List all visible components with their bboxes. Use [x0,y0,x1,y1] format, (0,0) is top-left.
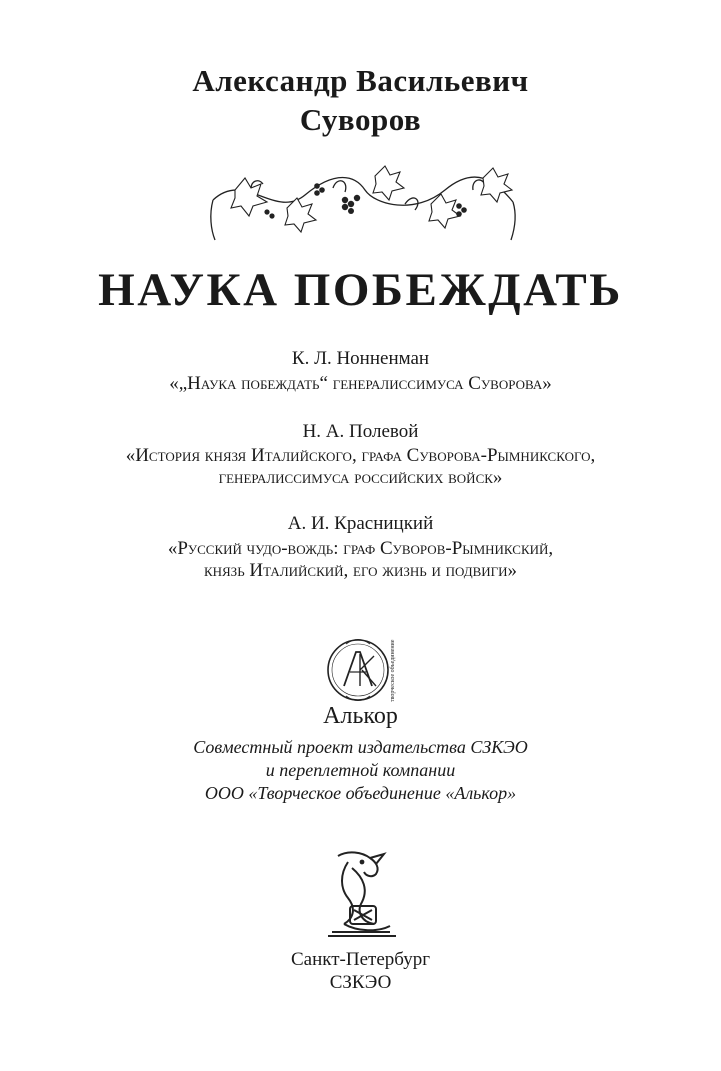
book-title: НАУКА ПОБЕЖДАТЬ [98,264,623,316]
work-1-author: К. Л. Нонненман [291,348,430,369]
imprint-city: Санкт-Петербург [290,949,430,970]
work-2-title-line-1: «История князя Италийского, графа Суворова-Рымникского, [125,445,596,466]
work-3-title-line-1: «Русский чудо-вождь: граф Суворов-Рымникский, [167,538,554,559]
project-line-1: Совместный проект издательства СЗКЭО [193,737,528,757]
alkor-name: Алькор [323,703,398,729]
dragon-mark [318,848,404,940]
imprint-publisher: СЗКЭО [329,972,392,993]
work-2-title-line-2: генералиссимуса российских войск» [218,467,503,488]
grapevine-ornament [205,160,520,242]
work-1-title: «„Наука побеждать“ генералиссимуса Суворова» [169,373,552,394]
work-2-author: Н. А. Полевой [302,421,419,442]
project-line-2: и переплетной компании [265,760,456,780]
work-3-author: А. И. Красницкий [287,513,434,534]
alkor-logo [320,632,410,712]
svg-text:творческое объединение: творческое объединение [390,639,396,702]
author-first-name: Александр Васильевич [192,63,529,98]
author-last-name: Суворов [299,102,422,137]
project-line-3: ООО «Творческое объединение «Алькор» [204,783,517,803]
alkor-tagline [389,639,396,702]
work-3-title-line-2: князь Италийский, его жизнь и подвиги» [203,560,518,581]
